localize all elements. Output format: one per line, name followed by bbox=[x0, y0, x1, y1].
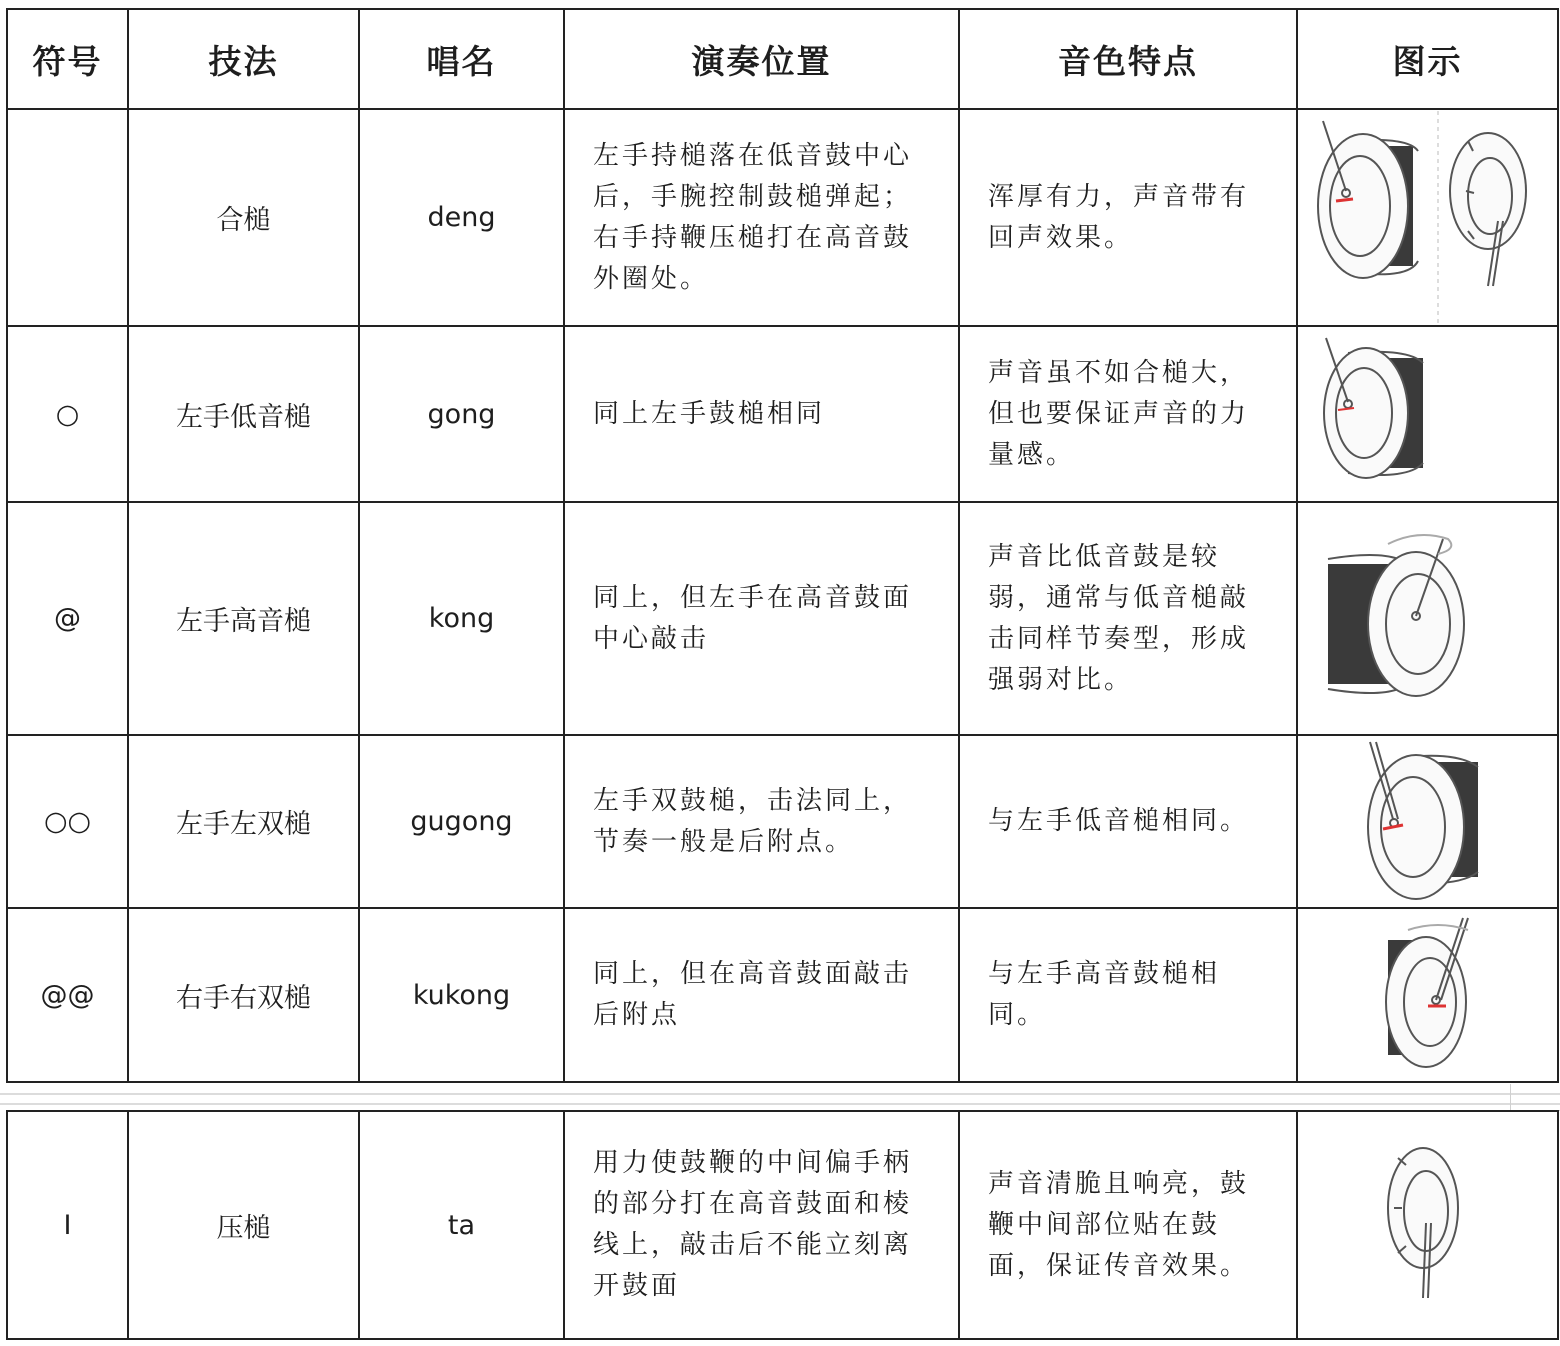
table-row bbox=[7, 735, 1558, 908]
illustration-cell bbox=[1297, 109, 1558, 326]
position-cell: 同上，但在高音鼓面敲击后附点 bbox=[564, 908, 959, 1082]
symbol-cell: @ bbox=[7, 502, 128, 735]
syllable-cell: gong bbox=[359, 326, 564, 502]
table-row bbox=[7, 908, 1558, 1082]
symbol-cell: ○ bbox=[7, 326, 128, 502]
timbre-cell: 声音比低音鼓是较弱，通常与低音槌敲击同样节奏型，形成强弱对比。 bbox=[959, 502, 1297, 735]
illustration-cell bbox=[1297, 502, 1558, 735]
timbre-cell: 声音清脆且响亮，鼓鞭中间部位贴在鼓面，保证传音效果。 bbox=[959, 1111, 1297, 1339]
double-drum-strike-diagram-icon bbox=[1298, 111, 1557, 324]
syllable-cell: ta bbox=[359, 1111, 564, 1339]
illustration-cell bbox=[1297, 1111, 1558, 1339]
high-drum-hand-diagram-icon bbox=[1298, 504, 1557, 733]
position-cell: 左手双鼓槌，击法同上，节奏一般是后附点。 bbox=[564, 735, 959, 908]
table-row bbox=[7, 109, 1558, 326]
header-symbol: 符号 bbox=[7, 9, 128, 109]
table-row bbox=[7, 326, 1558, 502]
technique-cell: 压槌 bbox=[128, 1111, 359, 1339]
page-break-marker bbox=[1510, 1084, 1560, 1111]
syllable-cell: kukong bbox=[359, 908, 564, 1082]
technique-table bbox=[6, 8, 1559, 1083]
header-timbre: 音色特点 bbox=[959, 9, 1297, 109]
position-cell: 左手持槌落在低音鼓中心后，手腕控制鼓槌弹起；右手持鞭压槌打在高音鼓外圈处。 bbox=[564, 109, 959, 326]
syllable-cell: gugong bbox=[359, 735, 564, 908]
position-cell: 同上左手鼓槌相同 bbox=[564, 326, 959, 502]
syllable-cell: kong bbox=[359, 502, 564, 735]
technique-cell: 左手低音槌 bbox=[128, 326, 359, 502]
illustration-cell bbox=[1297, 908, 1558, 1082]
header-position: 演奏位置 bbox=[564, 9, 959, 109]
symbol-cell: ○○ bbox=[7, 735, 128, 908]
technique-cell: 合槌 bbox=[128, 109, 359, 326]
technique-cell: 左手高音槌 bbox=[128, 502, 359, 735]
double-low-mallet-diagram-icon bbox=[1298, 737, 1557, 906]
timbre-cell: 与左手低音槌相同。 bbox=[959, 735, 1297, 908]
table-row bbox=[7, 502, 1558, 735]
press-whip-diagram-icon bbox=[1298, 1113, 1557, 1337]
table-row bbox=[7, 1111, 1558, 1339]
technique-cell: 右手右双槌 bbox=[128, 908, 359, 1082]
technique-table-continued bbox=[6, 1110, 1559, 1340]
technique-cell: 左手左双槌 bbox=[128, 735, 359, 908]
illustration-cell bbox=[1297, 735, 1558, 908]
symbol-cell: I bbox=[7, 1111, 128, 1339]
illustration-cell bbox=[1297, 326, 1558, 502]
timbre-cell: 与左手高音鼓槌相同。 bbox=[959, 908, 1297, 1082]
symbol-cell bbox=[7, 109, 128, 326]
timbre-cell: 声音虽不如合槌大，但也要保证声音的力量感。 bbox=[959, 326, 1297, 502]
table-header-row bbox=[7, 9, 1558, 109]
double-high-hand-diagram-icon bbox=[1298, 910, 1557, 1080]
position-cell: 同上，但左手在高音鼓面中心敲击 bbox=[564, 502, 959, 735]
header-illustration: 图示 bbox=[1297, 9, 1558, 109]
symbol-cell: @@ bbox=[7, 908, 128, 1082]
position-cell: 用力使鼓鞭的中间偏手柄的部分打在高音鼓面和棱线上，敲击后不能立刻离开鼓面 bbox=[564, 1111, 959, 1339]
timbre-cell: 浑厚有力，声音带有回声效果。 bbox=[959, 109, 1297, 326]
page-break-divider bbox=[0, 1093, 1560, 1105]
header-technique: 技法 bbox=[128, 9, 359, 109]
header-syllable: 唱名 bbox=[359, 9, 564, 109]
syllable-cell: deng bbox=[359, 109, 564, 326]
low-drum-mallet-diagram-icon bbox=[1298, 328, 1557, 500]
